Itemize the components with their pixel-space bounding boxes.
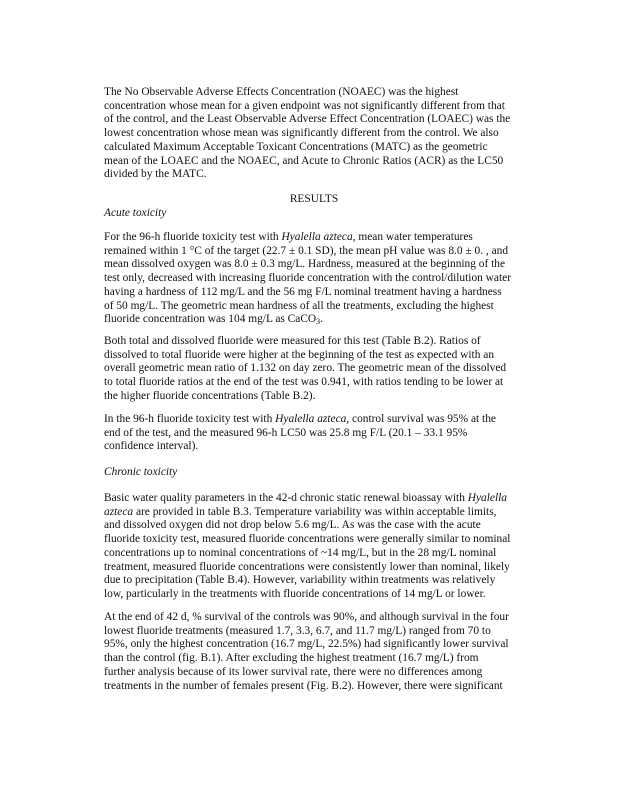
text-line: At the end of 42 d, % survival of the controls was 90%, and although survival in the four xyxy=(104,611,509,623)
text-line: mean of the LOAEC and the NOAEC, and Acute to Chronic Ratios (ACR) as the LC50 xyxy=(104,154,504,167)
text-line: Both total and dissolved fluoride were measured for this test (Table B.2). Ratios of xyxy=(104,335,481,347)
text-line: low, particularly in the treatments with fluoride concentrations of 14 mg/L or lower. xyxy=(104,587,486,600)
text-line: Basic water quality parameters in the 42-d chronic static renewal bioassay with Hyalella xyxy=(104,492,507,504)
chronic-paragraph-survival xyxy=(104,611,524,693)
text-line: confidence interval). xyxy=(104,440,199,453)
text-line: In the 96-h fluoride toxicity test with Hyalella azteca, control survival was 95% at the xyxy=(104,413,496,425)
text-line: For the 96-h fluoride toxicity test with Hyalella azteca, mean water temperatures xyxy=(104,231,473,243)
text-line: divided by the MATC. xyxy=(104,168,207,181)
text-line: concentration whose mean for a given endpoint was not significantly different from that xyxy=(104,99,505,112)
text-line: treatment, measured fluoride concentrations were consistently lower than nominal, likely xyxy=(104,560,510,573)
text-line: The No Observable Adverse Effects Concentration (NOAEC) was the highest xyxy=(104,86,459,98)
text-line: fluoride concentration was 104 mg/L as CaCO$_3$. xyxy=(104,313,324,327)
text-line: the higher fluoride concentrations (Table B.2). xyxy=(104,389,316,402)
text-line: and dissolved oxygen did not drop below 5.6 mg/L. As was the case with the acute xyxy=(104,519,481,532)
text-line: 95%, only the highest concentration (16.7 mg/L, 22.5%) had significantly lower survival xyxy=(104,638,509,651)
text-line: end of the test, and the measured 96-h LC50 was 25.8 mg F/L (20.1 – 33.1 95% xyxy=(104,426,468,439)
text-line: concentrations up to nominal concentrations of ~14 mg/L, but in the 28 mg/L nominal xyxy=(104,546,497,559)
text-line: treatments in the number of females present (Fig. B.2). However, there were significant xyxy=(104,679,503,692)
species-name: Hyalella azteca xyxy=(275,413,347,425)
text-line: to total fluoride ratios at the end of the test was 0.941, with ratios tending to be lower at xyxy=(104,376,504,389)
text-line: test only, decreased with increasing fluoride concentration with the control/dilution water xyxy=(104,272,511,285)
chronic-toxicity-heading: Chronic toxicity xyxy=(104,466,178,478)
text-line: remained within 1 °C of the target (22.7 ± 0.1 SD), the mean pH value was 8.0 ± 0. , and xyxy=(104,244,509,257)
text-line: mean dissolved oxygen was 8.0 ± 0.3 mg/L. Hardness, measured at the beginning of the xyxy=(104,258,506,271)
text-line: due to precipitation (Table B.4). However, variability within treatments was relatively xyxy=(104,574,496,587)
text-line: further analysis because of its lower survival rate, there were no differences among xyxy=(104,665,483,678)
text-line: having a hardness of 112 mg/L and the 56 mg F/L nominal treatment having a hardness xyxy=(104,285,502,298)
acute-toxicity-heading: Acute toxicity xyxy=(104,207,167,219)
text-line: dissolved to total fluoride were higher at the beginning of the test as expected with an xyxy=(104,348,495,361)
text-line: fluoride toxicity test, measured fluoride concentrations were generally similar to nominal xyxy=(104,533,511,546)
methods-paragraph xyxy=(104,86,524,182)
acute-paragraph-conditions xyxy=(104,231,524,327)
results-heading: RESULTS xyxy=(289,193,339,205)
text-line: calculated Maximum Acceptable Toxicant Concentrations (MATC) as the geometric xyxy=(104,140,488,153)
text-line: azteca are provided in table B.3. Temperature variability was within acceptable limits, xyxy=(104,505,497,518)
species-name: Hyalella azteca xyxy=(281,231,353,243)
text-line: than the control (fig. B.1). After excluding the highest treatment (16.7 mg/L) from xyxy=(104,652,479,665)
text-line: lowest fluoride treatments (measured 1.7, 3.3, 6.7, and 11.7 mg/L) ranged from 70 to xyxy=(104,624,491,637)
species-name: azteca xyxy=(104,505,134,518)
text-line: of the control, and the Least Observable Adverse Effect Concentration (LOAEC) was the xyxy=(104,113,511,126)
chronic-paragraph-water-quality xyxy=(104,492,524,602)
acute-paragraph-lc50 xyxy=(104,413,524,454)
text-line: overall geometric mean ratio of 1.132 on day zero. The geometric mean of the dissolved xyxy=(104,362,507,375)
species-name: Hyalella xyxy=(467,492,507,504)
text-line: of 50 mg/L. The geometric mean hardness of all the treatments, excluding the highest xyxy=(104,299,494,312)
acute-paragraph-fluoride-ratios xyxy=(104,335,524,404)
text-line: lowest concentration whose mean was significantly different from the control. We also xyxy=(104,127,499,140)
